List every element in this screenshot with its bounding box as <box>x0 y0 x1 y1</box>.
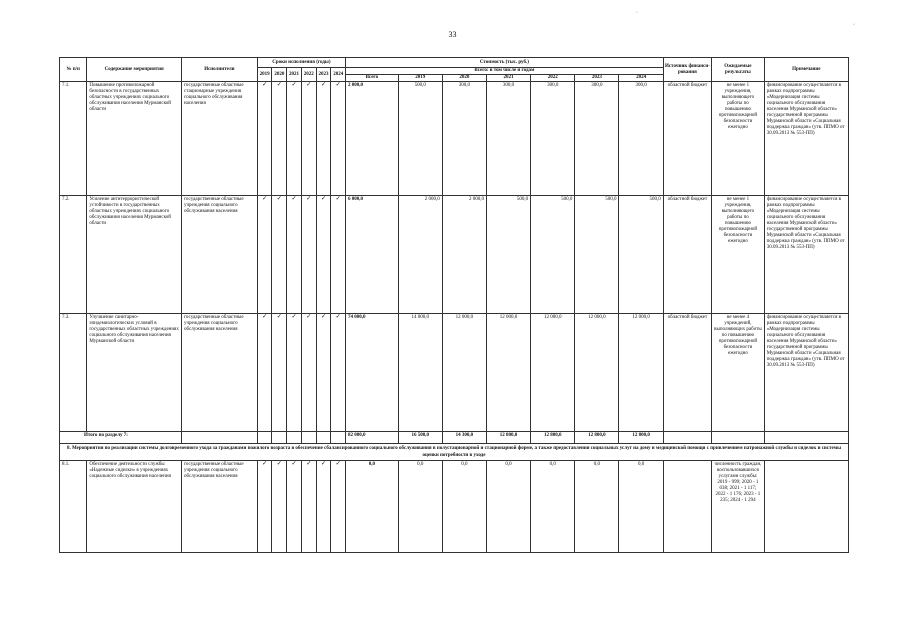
header-cost: Стоимость (тыс. руб.) <box>346 58 664 68</box>
row-cost: 500,0 <box>619 196 663 314</box>
row-expected: не менее 1 учреждения, выполняющего работы по повышению противопожарной безопасности ежегодно <box>712 196 765 314</box>
header-year: 2019 <box>257 68 272 82</box>
row-cost: 300,0 <box>531 82 575 196</box>
row-content: Усиление антитеррористической устойчивости в государственных областных учреждениях социального обслуживания населения Мурманской области <box>87 196 182 314</box>
header-cost-year: 2021 <box>486 75 530 82</box>
row-note: финансирование осуществляется в рамках подпрограммы «Модернизация системы социального обслуживания населения Мурманской области» государственной программы Мурманской области «Социальная поддержка граждан» (утв. ППМО от 30.09.2013 № 553-ПП) <box>764 314 848 432</box>
row-source: областной бюджет <box>663 196 711 314</box>
row-num: 7.2. <box>60 196 87 314</box>
check-icon: ✓ <box>316 314 331 432</box>
check-icon: ✓ <box>316 82 331 196</box>
header-cost-year: 2020 <box>442 75 486 82</box>
row-source: областной бюджет <box>663 82 711 196</box>
row-cost: 500,0 <box>486 196 530 314</box>
header-cost-year: 2019 <box>398 75 442 82</box>
row-total: 6 000,0 <box>346 196 399 314</box>
table-row <box>60 314 849 432</box>
header-terms: Сроки исполнения (годы) <box>257 58 345 68</box>
table-row <box>60 461 849 553</box>
section-8-title: 8. Мероприятия по реализации системы долговременного ухода за гражданами пожилого возраста в обеспечение сбалансированного социального обслуживания в полустационарной и стационарной форме, а также предоставления социальных услуг на дому и медицинской помощи с привлечением патронажной службы и сиделок и системы оценки потребности в уходе <box>60 444 849 461</box>
subtotal-row <box>60 432 849 444</box>
check-icon: ✓ <box>272 461 287 553</box>
check-icon: ✓ <box>257 314 272 432</box>
program-table <box>59 57 849 553</box>
row-cost: 0,0 <box>531 461 575 553</box>
row-cost: 0,0 <box>398 461 442 553</box>
subtotal-cost: 14 300,0 <box>442 432 486 444</box>
row-cost: 12 000,0 <box>619 314 663 432</box>
section-header-row <box>60 444 849 461</box>
subtotal-cost: 12 800,0 <box>575 432 619 444</box>
row-expected: не менее 1 учреждения, выполняющего работы по повышению противопожарной безопасности ежегодно <box>712 82 765 196</box>
row-num: 7.1. <box>60 82 87 196</box>
scan-mark: · <box>853 22 855 28</box>
row-cost: 12 000,0 <box>575 314 619 432</box>
check-icon: ✓ <box>272 314 287 432</box>
row-cost: 0,0 <box>442 461 486 553</box>
header-expected: Ожидаемые результаты <box>712 58 765 82</box>
row-cost: 0,0 <box>575 461 619 553</box>
row-cost: 300,0 <box>575 82 619 196</box>
row-executors: государственные областные учреждения социального обслуживания населения <box>182 461 258 553</box>
check-icon: ✓ <box>287 196 302 314</box>
row-content: Повышение противопожарной безопасности в государственных областных учреждениях социального обслуживания населения Мурманской области <box>87 82 182 196</box>
check-icon: ✓ <box>316 196 331 314</box>
header-executors: Исполнители <box>182 58 258 82</box>
check-icon: ✓ <box>316 461 331 553</box>
row-cost: 300,0 <box>486 82 530 196</box>
check-icon: ✓ <box>301 82 316 196</box>
check-icon: ✓ <box>301 461 316 553</box>
check-icon: ✓ <box>257 82 272 196</box>
page-number: 33 <box>448 30 457 39</box>
table-row <box>60 196 849 314</box>
check-icon: ✓ <box>257 461 272 553</box>
check-icon: ✓ <box>331 461 346 553</box>
row-num: 8.1. <box>60 461 87 553</box>
row-cost: 12 000,0 <box>442 314 486 432</box>
row-cost: 500,0 <box>575 196 619 314</box>
header-year: 2022 <box>301 68 316 82</box>
subtotal-cost: 12 800,0 <box>486 432 530 444</box>
row-cost: 500,0 <box>531 196 575 314</box>
scan-mark: · <box>636 10 638 16</box>
row-num: 7.3. <box>60 314 87 432</box>
check-icon: ✓ <box>272 82 287 196</box>
check-icon: ✓ <box>257 196 272 314</box>
row-expected: численность граждан, воспользовавшихся услугами службы: 2019 - 999; 2020 - 1 038; 2021 - 1 117; 2022 - 1 176; 2023 - 1 235; 2024 - 1 294 <box>712 461 765 553</box>
table-row <box>60 82 849 196</box>
check-icon: ✓ <box>287 82 302 196</box>
row-cost: 12 000,0 <box>486 314 530 432</box>
row-total: 74 000,0 <box>346 314 399 432</box>
check-icon: ✓ <box>301 314 316 432</box>
subtotal-cost: 12 800,0 <box>619 432 663 444</box>
row-note: финансирование осуществляется в рамках подпрограммы «Модернизация системы социального обслуживания населения Мурманской области» государственной программы Мурманской области «Социальная поддержка граждан» (утв. ППМО от 30.09.2013 № 553-ПП) <box>764 196 848 314</box>
row-note: финансирование осуществляется в рамках подпрограммы «Модернизация системы социального обслуживания населения Мурманской области» государственной программы Мурманской области «Социальная поддержка граждан» (утв. ППМО от 30.09.2013 № 553-ПП) <box>764 82 848 196</box>
header-cost-year: 2022 <box>531 75 575 82</box>
row-executors: государственные областные учреждения социального обслуживания населения <box>182 314 258 432</box>
subtotal-label: Итого по разделу 7: <box>60 432 182 444</box>
check-icon: ✓ <box>331 314 346 432</box>
header-note: Примечание <box>764 58 848 82</box>
row-source: областной бюджет <box>663 314 711 432</box>
check-icon: ✓ <box>272 196 287 314</box>
subtotal-cost: 12 800,0 <box>531 432 575 444</box>
row-cost: 0,0 <box>486 461 530 553</box>
header-content: Содержание мероприятия <box>87 58 182 82</box>
row-cost: 12 000,0 <box>531 314 575 432</box>
header-cost-sub: Всего: в том числе и годам <box>346 68 664 75</box>
header-year: 2020 <box>272 68 287 82</box>
row-cost: 300,0 <box>442 82 486 196</box>
row-cost: 14 000,0 <box>398 314 442 432</box>
row-cost: 300,0 <box>619 82 663 196</box>
subtotal-total: 82 000,0 <box>346 432 399 444</box>
row-total: 0,0 <box>346 461 399 553</box>
header-num: № п/п <box>60 58 87 82</box>
check-icon: ✓ <box>287 314 302 432</box>
header-year: 2024 <box>331 68 346 82</box>
header-year: 2021 <box>287 68 302 82</box>
row-executors: государственные областные учреждения социального обслуживания населения <box>182 196 258 314</box>
header-cost-year: 2024 <box>619 75 663 82</box>
subtotal-cost: 16 500,0 <box>398 432 442 444</box>
row-cost: 500,0 <box>398 82 442 196</box>
row-content: Улучшение санитарно-эпидемиологических условий в государственных областных учреждениях социального обслуживания населения Мурманской области <box>87 314 182 432</box>
row-cost: 2 000,0 <box>398 196 442 314</box>
row-total: 2 000,0 <box>346 82 399 196</box>
check-icon: ✓ <box>301 196 316 314</box>
row-executors: государственные областные стационарные учреждения социального обслуживания населения <box>182 82 258 196</box>
header-total: Всего <box>346 75 399 82</box>
check-icon: ✓ <box>331 196 346 314</box>
header-cost-year: 2023 <box>575 75 619 82</box>
row-expected: не менее 4 учреждений, выполняющих работы по повышению противопожарной безопасности ежегодно <box>712 314 765 432</box>
row-content: Обеспечение деятельности службы «Надежные сиделки» в учреждениях социального обслуживания населения <box>87 461 182 553</box>
check-icon: ✓ <box>331 82 346 196</box>
header-year: 2023 <box>316 68 331 82</box>
row-cost: 2 000,0 <box>442 196 486 314</box>
header-source: Источник финанси-рования <box>663 58 711 82</box>
row-cost: 0,0 <box>619 461 663 553</box>
check-icon: ✓ <box>287 461 302 553</box>
